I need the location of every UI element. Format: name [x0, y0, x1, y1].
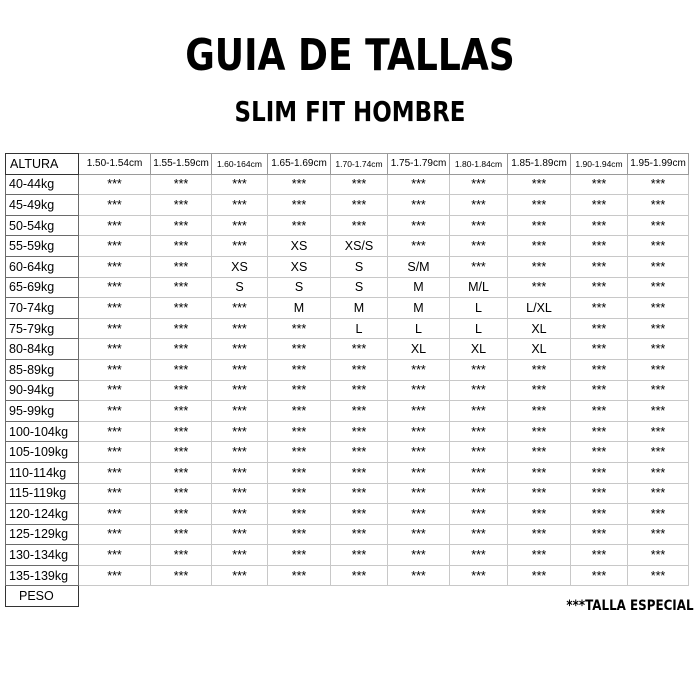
size-cell: *** [212, 298, 268, 319]
size-cell: *** [628, 462, 689, 483]
size-cell: *** [268, 421, 331, 442]
table-row [6, 359, 689, 380]
size-cell: *** [388, 442, 450, 463]
column-header: 1.95-1.99cm [628, 154, 689, 175]
size-cell: *** [331, 462, 388, 483]
size-cell: *** [331, 339, 388, 360]
size-cell: *** [212, 504, 268, 525]
size-cell: XS [268, 256, 331, 277]
weight-label: 80-84kg [6, 339, 79, 360]
column-header: 1.85-1.89cm [508, 154, 571, 175]
size-cell: *** [212, 442, 268, 463]
size-cell: *** [268, 339, 331, 360]
size-cell: *** [79, 236, 151, 257]
size-cell: *** [450, 524, 508, 545]
size-cell: *** [151, 462, 212, 483]
size-cell: *** [508, 524, 571, 545]
size-cell: *** [331, 359, 388, 380]
size-cell: *** [388, 195, 450, 216]
size-cell: *** [571, 236, 628, 257]
size-cell: L [388, 318, 450, 339]
table-row [6, 421, 689, 442]
size-cell: *** [571, 298, 628, 319]
size-cell: *** [450, 462, 508, 483]
table-row [6, 236, 689, 257]
size-cell: *** [571, 339, 628, 360]
size-cell: *** [268, 401, 331, 422]
size-cell: *** [628, 442, 689, 463]
table-row [6, 339, 689, 360]
size-cell: *** [151, 359, 212, 380]
size-cell: XL [450, 339, 508, 360]
size-cell: L/XL [508, 298, 571, 319]
table-row [6, 545, 689, 566]
size-cell: XL [508, 318, 571, 339]
size-cell: *** [79, 174, 151, 195]
table-row [6, 442, 689, 463]
size-cell: *** [571, 277, 628, 298]
weight-label: 70-74kg [6, 298, 79, 319]
size-cell: *** [268, 524, 331, 545]
size-cell: *** [388, 380, 450, 401]
size-cell: *** [628, 524, 689, 545]
size-cell: *** [628, 504, 689, 525]
size-cell: *** [212, 195, 268, 216]
size-cell: *** [212, 359, 268, 380]
size-cell: *** [331, 504, 388, 525]
size-cell: *** [331, 442, 388, 463]
size-cell: *** [331, 524, 388, 545]
size-cell: *** [79, 565, 151, 586]
size-cell: *** [151, 174, 212, 195]
table-row [6, 565, 689, 586]
size-cell: *** [79, 401, 151, 422]
size-cell: S [212, 277, 268, 298]
size-cell: *** [151, 380, 212, 401]
size-cell: *** [151, 298, 212, 319]
column-header: 1.65-1.69cm [268, 154, 331, 175]
column-header: 1.80-1.84cm [450, 154, 508, 175]
size-cell: *** [212, 339, 268, 360]
size-cell: *** [628, 298, 689, 319]
size-cell: *** [212, 380, 268, 401]
size-cell: *** [151, 339, 212, 360]
size-cell: *** [450, 442, 508, 463]
size-cell: *** [571, 462, 628, 483]
size-cell: *** [508, 236, 571, 257]
size-cell: *** [628, 215, 689, 236]
size-cell: *** [508, 483, 571, 504]
height-header-label: ALTURA [6, 154, 79, 175]
size-cell: *** [508, 401, 571, 422]
size-cell: XL [508, 339, 571, 360]
size-cell: *** [571, 504, 628, 525]
size-cell: *** [388, 524, 450, 545]
size-cell: *** [151, 565, 212, 586]
size-cell: *** [628, 401, 689, 422]
size-cell: *** [571, 421, 628, 442]
size-cell: *** [331, 195, 388, 216]
size-cell: *** [79, 318, 151, 339]
size-cell: *** [268, 359, 331, 380]
size-cell: *** [79, 256, 151, 277]
size-cell: *** [450, 565, 508, 586]
size-cell: L [450, 298, 508, 319]
size-cell: *** [508, 277, 571, 298]
size-cell: *** [628, 380, 689, 401]
size-cell: L [450, 318, 508, 339]
size-cell: *** [450, 195, 508, 216]
size-cell: *** [212, 565, 268, 586]
size-cell: *** [151, 483, 212, 504]
size-cell: *** [268, 195, 331, 216]
size-cell: *** [268, 174, 331, 195]
size-cell: *** [331, 483, 388, 504]
size-cell: *** [628, 339, 689, 360]
size-cell: *** [212, 421, 268, 442]
size-cell: *** [268, 504, 331, 525]
size-cell: *** [508, 359, 571, 380]
table-row [6, 277, 689, 298]
size-cell: *** [79, 524, 151, 545]
size-cell: *** [571, 565, 628, 586]
table-row [6, 401, 689, 422]
size-cell: *** [388, 236, 450, 257]
size-cell: *** [628, 236, 689, 257]
weight-label: 85-89kg [6, 359, 79, 380]
size-cell: *** [388, 462, 450, 483]
size-cell: XS [212, 256, 268, 277]
size-cell: *** [450, 380, 508, 401]
size-cell: *** [508, 256, 571, 277]
size-cell: *** [151, 504, 212, 525]
size-cell: *** [508, 174, 571, 195]
table-row [6, 318, 689, 339]
size-cell: *** [571, 318, 628, 339]
size-cell: *** [268, 442, 331, 463]
size-cell: *** [571, 524, 628, 545]
size-cell: *** [212, 545, 268, 566]
size-cell: *** [212, 236, 268, 257]
size-cell: *** [331, 380, 388, 401]
table-row [6, 195, 689, 216]
size-cell: *** [79, 421, 151, 442]
size-cell: *** [388, 565, 450, 586]
weight-label: 130-134kg [6, 545, 79, 566]
size-cell: *** [571, 380, 628, 401]
size-cell: *** [508, 380, 571, 401]
size-cell: M [388, 277, 450, 298]
size-cell: *** [331, 565, 388, 586]
size-cell: *** [450, 215, 508, 236]
size-cell: *** [508, 504, 571, 525]
size-cell: *** [628, 421, 689, 442]
size-cell: *** [268, 545, 331, 566]
weight-label: 125-129kg [6, 524, 79, 545]
size-cell: *** [388, 545, 450, 566]
size-cell: *** [508, 545, 571, 566]
size-cell: *** [79, 504, 151, 525]
size-cell: *** [151, 277, 212, 298]
size-cell: *** [151, 256, 212, 277]
size-cell: *** [268, 318, 331, 339]
weight-label: 75-79kg [6, 318, 79, 339]
size-cell: M [268, 298, 331, 319]
size-cell: M [388, 298, 450, 319]
size-cell: *** [628, 359, 689, 380]
size-cell: *** [628, 318, 689, 339]
size-cell: *** [151, 524, 212, 545]
size-cell: *** [79, 195, 151, 216]
size-cell: *** [268, 215, 331, 236]
size-cell: *** [571, 483, 628, 504]
weight-label: 135-139kg [6, 565, 79, 586]
table-body [6, 174, 689, 606]
size-cell: *** [571, 359, 628, 380]
size-cell: *** [508, 215, 571, 236]
size-cell: *** [571, 195, 628, 216]
size-cell: *** [212, 462, 268, 483]
size-cell: *** [628, 256, 689, 277]
size-cell: *** [331, 421, 388, 442]
table-row [6, 504, 689, 525]
size-cell: *** [508, 195, 571, 216]
size-cell: *** [450, 359, 508, 380]
weight-label: 45-49kg [6, 195, 79, 216]
table-row [6, 298, 689, 319]
size-cell: *** [79, 339, 151, 360]
size-cell: *** [388, 215, 450, 236]
size-cell: S/M [388, 256, 450, 277]
size-cell: *** [628, 174, 689, 195]
special-size-note: ***TALLA ESPECIAL [566, 598, 694, 614]
size-cell: *** [571, 401, 628, 422]
size-cell: *** [450, 483, 508, 504]
size-cell: *** [79, 442, 151, 463]
weight-label: 90-94kg [6, 380, 79, 401]
size-cell: *** [212, 215, 268, 236]
size-cell: *** [450, 545, 508, 566]
table-row [6, 256, 689, 277]
size-cell: *** [388, 401, 450, 422]
weight-label: 65-69kg [6, 277, 79, 298]
column-header: 1.70-1.74cm [331, 154, 388, 175]
column-header: 1.75-1.79cm [388, 154, 450, 175]
size-cell: *** [388, 504, 450, 525]
size-cell: *** [151, 401, 212, 422]
size-cell: *** [79, 277, 151, 298]
weight-label: 40-44kg [6, 174, 79, 195]
size-cell: XS/S [331, 236, 388, 257]
size-cell: XS [268, 236, 331, 257]
weight-label: 105-109kg [6, 442, 79, 463]
size-cell: S [268, 277, 331, 298]
size-cell: *** [151, 215, 212, 236]
table-row [6, 524, 689, 545]
size-cell: *** [79, 215, 151, 236]
size-cell: *** [151, 195, 212, 216]
column-header: 1.50-1.54cm [79, 154, 151, 175]
size-cell: *** [331, 215, 388, 236]
size-cell: *** [212, 174, 268, 195]
size-cell: *** [628, 483, 689, 504]
size-cell: *** [571, 442, 628, 463]
size-chart-table [5, 153, 689, 607]
size-cell: M [331, 298, 388, 319]
size-cell: M/L [450, 277, 508, 298]
size-cell: *** [450, 256, 508, 277]
size-cell: *** [151, 421, 212, 442]
size-cell: *** [79, 462, 151, 483]
size-cell: *** [388, 421, 450, 442]
size-cell: *** [151, 318, 212, 339]
size-cell: *** [79, 298, 151, 319]
size-cell: *** [450, 421, 508, 442]
size-cell: *** [79, 359, 151, 380]
size-cell: *** [508, 442, 571, 463]
size-cell: *** [79, 483, 151, 504]
weight-label: 50-54kg [6, 215, 79, 236]
size-cell: *** [628, 545, 689, 566]
size-cell: *** [79, 545, 151, 566]
page-title: GUIA DE TALLAS [185, 30, 515, 81]
size-cell: *** [628, 195, 689, 216]
column-header: 1.90-1.94cm [571, 154, 628, 175]
size-cell: *** [388, 174, 450, 195]
header-row [6, 154, 689, 175]
table-row [6, 462, 689, 483]
table-row [6, 174, 689, 195]
size-cell: *** [151, 545, 212, 566]
size-cell: *** [268, 565, 331, 586]
size-cell: *** [268, 483, 331, 504]
weight-label: 110-114kg [6, 462, 79, 483]
size-cell: *** [212, 318, 268, 339]
size-cell: *** [388, 483, 450, 504]
size-cell: *** [628, 565, 689, 586]
table-row [6, 215, 689, 236]
size-cell: *** [450, 401, 508, 422]
size-cell: *** [508, 421, 571, 442]
size-cell: *** [450, 174, 508, 195]
size-cell: S [331, 256, 388, 277]
size-cell: *** [450, 236, 508, 257]
size-cell: *** [331, 174, 388, 195]
size-cell: *** [628, 277, 689, 298]
weight-label: 95-99kg [6, 401, 79, 422]
size-cell: *** [450, 504, 508, 525]
size-cell: *** [212, 483, 268, 504]
size-cell: XL [388, 339, 450, 360]
size-cell: *** [212, 524, 268, 545]
size-cell: *** [79, 380, 151, 401]
size-cell: *** [508, 565, 571, 586]
size-cell: *** [571, 174, 628, 195]
weight-label: 115-119kg [6, 483, 79, 504]
table-row [6, 380, 689, 401]
size-cell: *** [268, 462, 331, 483]
size-cell: *** [151, 236, 212, 257]
column-header: 1.55-1.59cm [151, 154, 212, 175]
size-cell: *** [571, 256, 628, 277]
weight-label: 120-124kg [6, 504, 79, 525]
column-header: 1.60-164cm [212, 154, 268, 175]
weight-footer-label: PESO [6, 586, 79, 607]
size-cell: *** [268, 380, 331, 401]
size-cell: *** [508, 462, 571, 483]
size-cell: *** [331, 545, 388, 566]
weight-label: 60-64kg [6, 256, 79, 277]
size-cell: *** [212, 401, 268, 422]
size-cell: *** [331, 401, 388, 422]
size-cell: *** [151, 442, 212, 463]
weight-label: 55-59kg [6, 236, 79, 257]
size-cell: *** [571, 545, 628, 566]
size-cell: *** [388, 359, 450, 380]
page-subtitle: SLIM FIT HOMBRE [234, 95, 466, 128]
weight-label: 100-104kg [6, 421, 79, 442]
size-cell: S [331, 277, 388, 298]
table-row [6, 483, 689, 504]
size-cell: *** [571, 215, 628, 236]
size-cell: L [331, 318, 388, 339]
